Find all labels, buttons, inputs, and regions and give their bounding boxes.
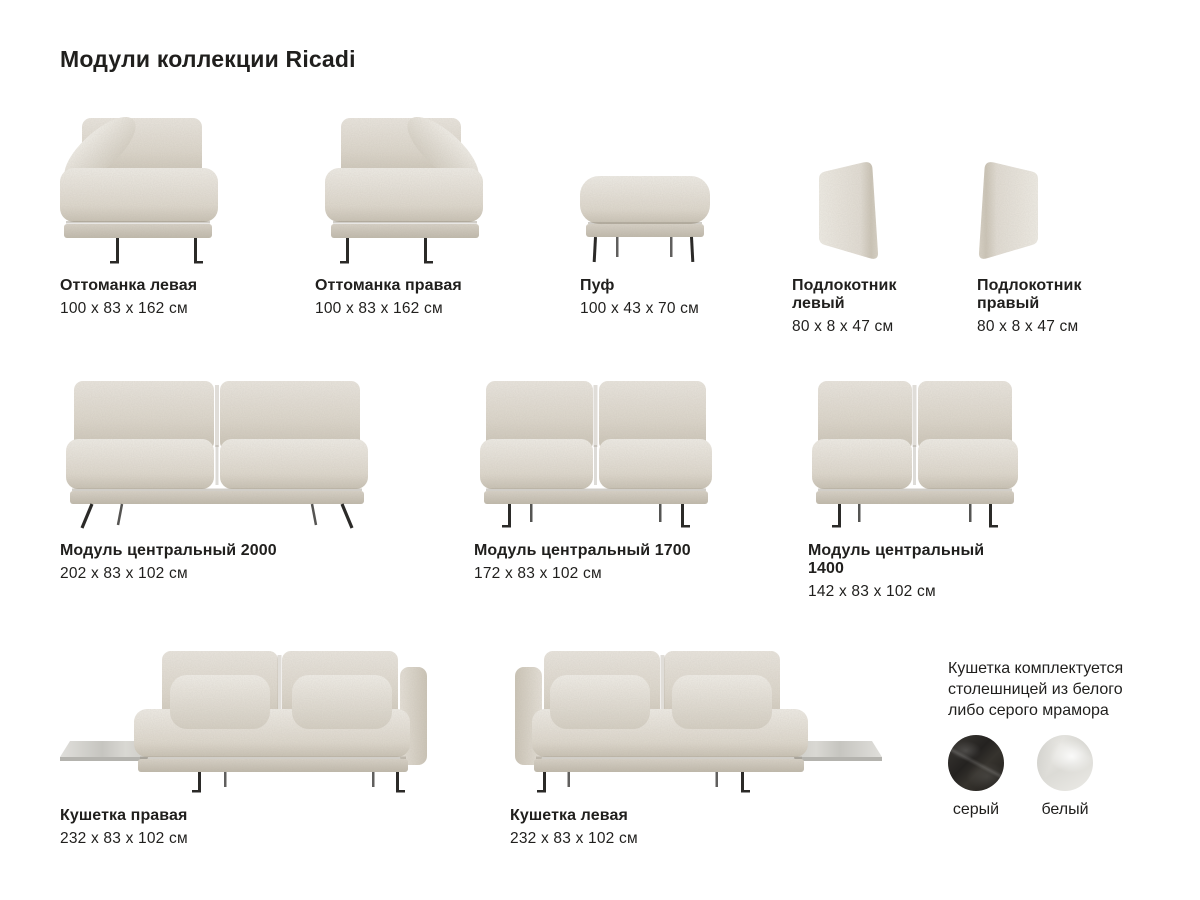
module-name: Модуль центральный 1700	[474, 542, 691, 559]
pouf-illustration	[578, 110, 738, 265]
marble-swatch-white	[1037, 735, 1093, 819]
swatch-label-white: белый	[1041, 801, 1089, 818]
marble-swatches	[948, 735, 1144, 819]
module-dims: 142 x 83 x 102 см	[808, 583, 936, 600]
module-name: Кушетка левая	[510, 807, 628, 824]
page-title: Модули коллекции Ricadi	[60, 46, 356, 72]
module-dims: 202 x 83 x 102 см	[60, 565, 188, 582]
central-module-1400-illustration	[806, 373, 1024, 530]
module-name: Оттоманка левая	[60, 277, 198, 294]
module-dims: 80 x 8 x 47 см	[792, 318, 894, 335]
module-dims: 80 x 8 x 47 см	[977, 318, 1079, 335]
swatch-label-grey: серый	[952, 801, 1000, 818]
module-card-ottoman-left	[58, 110, 230, 318]
module-card-central-1400	[806, 373, 1024, 601]
module-card-central-1700	[472, 373, 720, 583]
tabletop-note	[948, 658, 1144, 819]
module-card-armrest-right	[975, 110, 1125, 336]
module-card-daybed-left	[508, 645, 884, 848]
module-dims: 100 x 83 x 162 см	[60, 300, 188, 317]
module-name: Оттоманка правая	[315, 277, 462, 294]
module-name: Модуль центральный 2000	[60, 542, 277, 559]
armrest-left-illustration	[790, 110, 940, 265]
module-dims: 100 x 43 x 70 см	[580, 300, 699, 317]
daybed-left-illustration	[508, 645, 884, 795]
module-name: Модуль центральный 1400	[808, 542, 985, 577]
module-dims: 232 x 83 x 102 см	[510, 830, 638, 847]
central-module-1700-illustration	[472, 373, 720, 530]
marble-grey-icon	[948, 735, 1004, 791]
armrest-right-illustration	[975, 110, 1125, 265]
module-name: Кушетка правая	[60, 807, 188, 824]
module-name: Подлокотник левый	[792, 277, 897, 312]
marble-white-icon	[1037, 735, 1093, 791]
module-dims: 172 x 83 x 102 см	[474, 565, 602, 582]
ottoman-left-illustration	[58, 110, 230, 265]
module-dims: 100 x 83 x 162 см	[315, 300, 443, 317]
central-module-2000-illustration	[58, 373, 376, 530]
module-name: Пуф	[580, 277, 615, 294]
daybed-right-illustration	[58, 645, 434, 795]
module-card-armrest-left	[790, 110, 940, 336]
module-card-ottoman-right	[313, 110, 485, 318]
ottoman-right-illustration	[313, 110, 485, 265]
module-card-pouf	[578, 110, 738, 318]
module-dims: 232 x 83 x 102 см	[60, 830, 188, 847]
module-name: Подлокотник правый	[977, 277, 1082, 312]
module-card-daybed-right	[58, 645, 434, 848]
module-card-central-2000	[58, 373, 376, 583]
marble-swatch-grey	[948, 735, 1004, 819]
tabletop-note-text: Кушетка комплектуется столешницей из белого либо серого мрамора	[948, 660, 1124, 719]
